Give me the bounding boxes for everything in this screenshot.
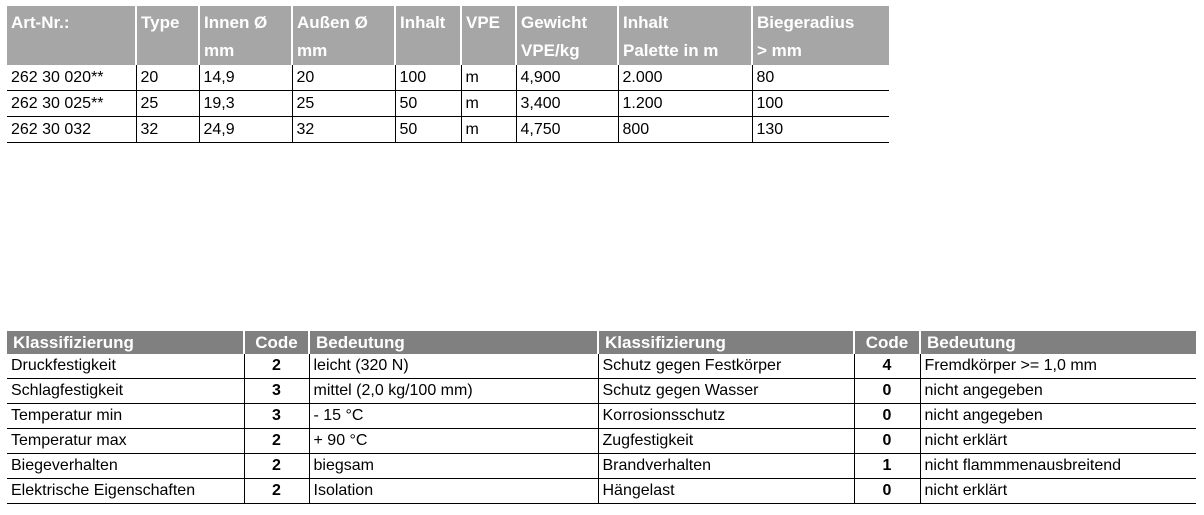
code-cell: 1: [854, 454, 920, 479]
classification-header-row: [7, 331, 1196, 354]
cell: 800: [618, 117, 752, 143]
code-cell: 0: [854, 404, 920, 429]
cell: 32: [136, 117, 199, 143]
header-bedeutung: Bedeutung: [920, 331, 1196, 354]
header-innen: Innen Ø mm: [199, 6, 292, 65]
header-type: Type: [136, 6, 199, 65]
table-row: [7, 379, 1196, 404]
code-cell: 4: [854, 354, 920, 379]
cell: leicht (320 N): [309, 354, 598, 379]
cell: 1.200: [618, 91, 752, 117]
cell: Elektrische Eigenschaften: [7, 479, 244, 504]
header-inhalt-palette: Inhalt Palette in m: [618, 6, 752, 65]
cell: Schutz gegen Festkörper: [598, 354, 854, 379]
cell: mittel (2,0 kg/100 mm): [309, 379, 598, 404]
cell: Korrosionsschutz: [598, 404, 854, 429]
cell: m: [461, 117, 516, 143]
cell: 100: [395, 65, 461, 91]
code-cell: 2: [244, 479, 309, 504]
cell: 50: [395, 117, 461, 143]
cell: 2.000: [618, 65, 752, 91]
cell: Fremdkörper >= 1,0 mm: [920, 354, 1196, 379]
code-cell: 3: [244, 404, 309, 429]
code-cell: 2: [244, 454, 309, 479]
table-row: [7, 404, 1196, 429]
table-row: [7, 117, 889, 143]
product-table: [7, 6, 889, 143]
cell: Zugfestigkeit: [598, 429, 854, 454]
header-gewicht: Gewicht VPE/kg: [516, 6, 618, 65]
cell: Hängelast: [598, 479, 854, 504]
cell: nicht flammmenausbreitend: [920, 454, 1196, 479]
cell: m: [461, 91, 516, 117]
code-cell: 0: [854, 429, 920, 454]
cell: Druckfestigkeit: [7, 354, 244, 379]
cell: 50: [395, 91, 461, 117]
cell: Brandverhalten: [598, 454, 854, 479]
cell: 19,3: [199, 91, 292, 117]
cell: biegsam: [309, 454, 598, 479]
cell: 24,9: [199, 117, 292, 143]
cell: nicht angegeben: [920, 379, 1196, 404]
code-cell: 3: [244, 379, 309, 404]
table-row: [7, 429, 1196, 454]
cell: 80: [752, 65, 889, 91]
header-inhalt: Inhalt: [395, 6, 461, 65]
header-klassifizierung: Klassifizierung: [598, 331, 854, 354]
cell: 25: [136, 91, 199, 117]
header-art-nr: Art-Nr.:: [7, 6, 136, 65]
code-cell: 0: [854, 379, 920, 404]
cell: 20: [292, 65, 395, 91]
cell: m: [461, 65, 516, 91]
header-bedeutung: Bedeutung: [309, 331, 598, 354]
cell: + 90 °C: [309, 429, 598, 454]
cell: - 15 °C: [309, 404, 598, 429]
cell: 130: [752, 117, 889, 143]
cell: 4,750: [516, 117, 618, 143]
cell: 32: [292, 117, 395, 143]
cell: Schlagfestigkeit: [7, 379, 244, 404]
cell: 100: [752, 91, 889, 117]
table-row: [7, 91, 889, 117]
cell: Schutz gegen Wasser: [598, 379, 854, 404]
cell: 262 30 032: [7, 117, 136, 143]
cell: 25: [292, 91, 395, 117]
cell: nicht angegeben: [920, 404, 1196, 429]
cell: 20: [136, 65, 199, 91]
cell: Biegeverhalten: [7, 454, 244, 479]
code-cell: 2: [244, 429, 309, 454]
header-code: Code: [854, 331, 920, 354]
header-code: Code: [244, 331, 309, 354]
cell: 262 30 025**: [7, 91, 136, 117]
cell: nicht erklärt: [920, 429, 1196, 454]
header-vpe: VPE: [461, 6, 516, 65]
header-biegeradius: Biegeradius > mm: [752, 6, 889, 65]
product-header-row: [7, 6, 889, 65]
cell: 3,400: [516, 91, 618, 117]
cell: Temperatur min: [7, 404, 244, 429]
cell: Temperatur max: [7, 429, 244, 454]
cell: nicht erklärt: [920, 479, 1196, 504]
cell: 4,900: [516, 65, 618, 91]
table-row: [7, 454, 1196, 479]
code-cell: 2: [244, 354, 309, 379]
table-row: [7, 479, 1196, 504]
cell: 262 30 020**: [7, 65, 136, 91]
classification-table: [7, 331, 1196, 504]
table-row: [7, 354, 1196, 379]
table-row: [7, 65, 889, 91]
cell: Isolation: [309, 479, 598, 504]
code-cell: 0: [854, 479, 920, 504]
header-klassifizierung: Klassifizierung: [7, 331, 244, 354]
header-aussen: Außen Ø mm: [292, 6, 395, 65]
cell: 14,9: [199, 65, 292, 91]
